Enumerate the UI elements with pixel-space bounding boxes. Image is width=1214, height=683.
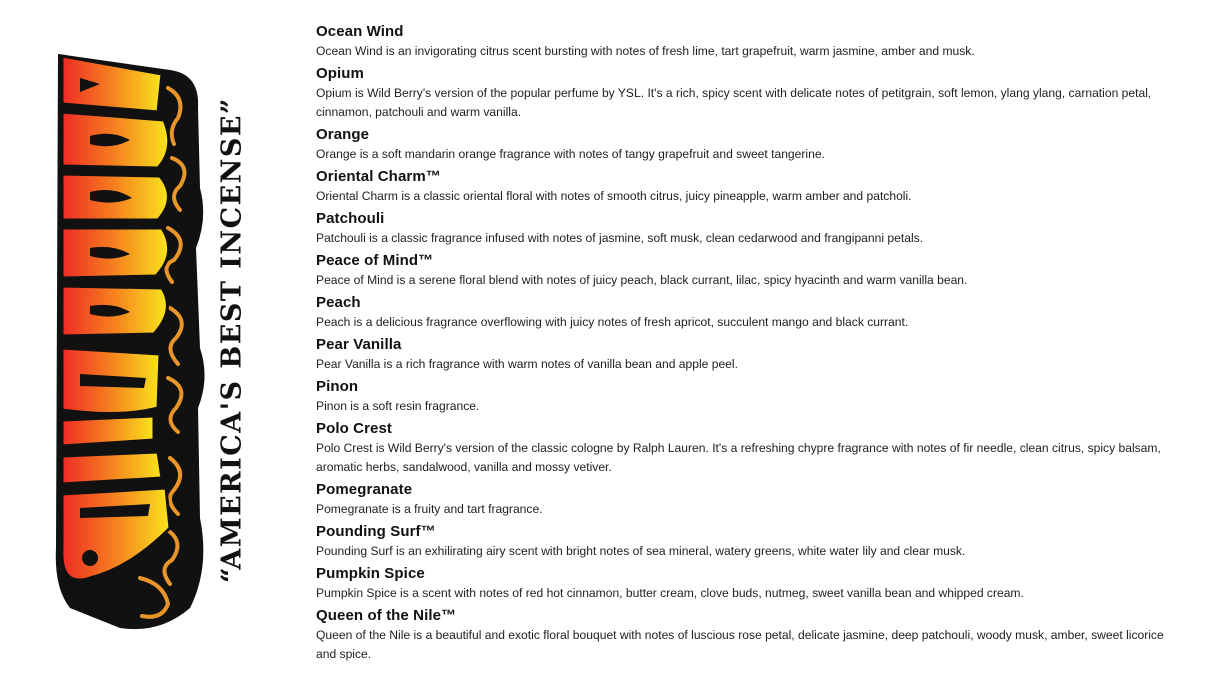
- fragrance-entry: [316, 605, 1176, 666]
- fragrance-entry: [316, 418, 1176, 479]
- fragrance-description: Orange is a soft mandarin orange fragrance with notes of tangy grapefruit and sweet tangerine.: [316, 147, 825, 161]
- fragrance-description: Patchouli is a classic fragrance infused with notes of jasmine, soft musk, clean cedarwood and frangipanni petals.: [316, 231, 924, 245]
- fragrance-entry: [316, 208, 1176, 250]
- fragrance-description: Pear Vanilla is a rich fragrance with warm notes of vanilla bean and apple peel.: [316, 357, 738, 371]
- brand-tagline: “AMERICA'S BEST INCENSE”: [216, 97, 248, 583]
- wild-berry-logo: [50, 48, 205, 634]
- fragrance-description: Opium is Wild Berry's version of the popular perfume by YSL. It's a rich, spicy scent with delicate notes of petitgrain, soft lemon, ylang ylang, carnation petal, cinnamon, patchouli and warm vanilla.: [316, 86, 1152, 119]
- logo-graphic: [50, 48, 205, 634]
- fragrance-name: Pounding Surf™: [316, 523, 436, 540]
- fragrance-description: Peach is a delicious fragrance overflowing with juicy notes of fresh apricot, succulent mango and black currant.: [316, 315, 909, 329]
- fragrance-name: Oriental Charm™: [316, 168, 441, 185]
- fragrance-entry: [316, 63, 1176, 124]
- fragrance-name: Pomegranate: [316, 481, 413, 498]
- fragrance-description: Peace of Mind is a serene floral blend with notes of juicy peach, black currant, lilac, spicy hyacinth and warm vanilla bean.: [316, 273, 968, 287]
- fragrance-description: Ocean Wind is an invigorating citrus scent bursting with notes of fresh lime, tart grapefruit, warm jasmine, amber and musk.: [316, 44, 975, 58]
- fragrance-entry: [316, 250, 1176, 292]
- fragrance-entry: [316, 479, 1176, 521]
- fragrance-entry: [316, 376, 1176, 418]
- fragrance-entry: [316, 563, 1176, 605]
- fragrance-description: Pinon is a soft resin fragrance.: [316, 399, 480, 413]
- fragrance-name: Pinon: [316, 378, 359, 395]
- fragrance-description: Oriental Charm is a classic oriental floral with notes of smooth citrus, juicy pineapple, warm amber and patcholi.: [316, 189, 912, 203]
- fragrance-name: Peach: [316, 294, 361, 311]
- fragrance-entry: [316, 166, 1176, 208]
- fragrance-name: Queen of the Nile™: [316, 607, 457, 624]
- fragrance-name: Orange: [316, 126, 370, 143]
- fragrance-description: Pomegranate is a fruity and tart fragrance.: [316, 502, 543, 516]
- fragrance-entry: [316, 21, 1176, 63]
- fragrance-entry: [316, 521, 1176, 563]
- fragrance-description: Pumpkin Spice is a scent with notes of red hot cinnamon, butter cream, clove buds, nutmeg, sweet vanilla bean and whipped cream.: [316, 586, 1024, 600]
- fragrance-list: [316, 21, 1176, 666]
- fragrance-name: Pumpkin Spice: [316, 565, 425, 582]
- fragrance-description: Queen of the Nile is a beautiful and exotic floral bouquet with notes of luscious rose petal, delicate jasmine, deep patchouli, woody musk, amber, sweet licorice and spice.: [316, 628, 1164, 661]
- fragrance-entry: [316, 124, 1176, 166]
- fragrance-name: Ocean Wind: [316, 23, 404, 40]
- fragrance-name: Polo Crest: [316, 420, 393, 437]
- fragrance-name: Patchouli: [316, 210, 385, 227]
- fragrance-name: Pear Vanilla: [316, 336, 402, 353]
- fragrance-entry: [316, 334, 1176, 376]
- fragrance-description: Pounding Surf is an exhilirating airy scent with bright notes of sea mineral, watery greens, white water lily and clear musk.: [316, 544, 966, 558]
- fragrance-entry: [316, 292, 1176, 334]
- fragrance-name: Peace of Mind™: [316, 252, 434, 269]
- fragrance-description: Polo Crest is Wild Berry's version of the classic cologne by Ralph Lauren. It's a refreshing chypre fragrance with notes of fir needle, clean citrus, spicy balsam, aromatic herbs, sandalwood, vanilla and mossy vetiver.: [316, 441, 1161, 474]
- fragrance-name: Opium: [316, 65, 364, 82]
